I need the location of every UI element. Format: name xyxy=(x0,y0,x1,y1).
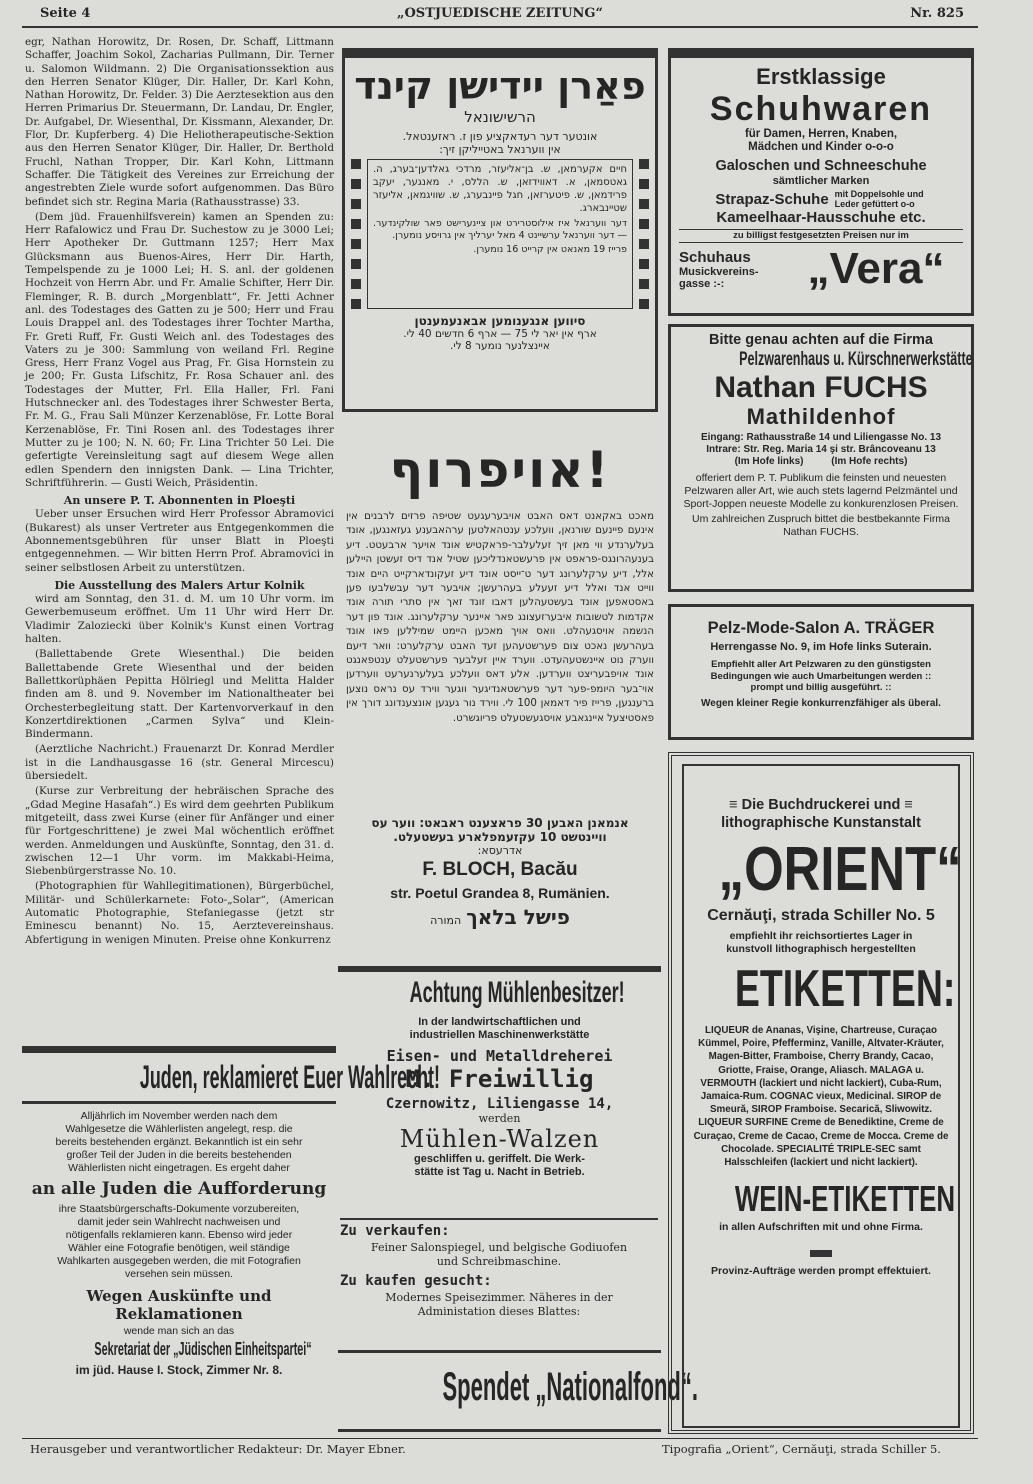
journal-title: פאַרן יידישן קינד xyxy=(354,64,646,108)
orient-ad xyxy=(668,752,974,1434)
left-square-ornaments xyxy=(351,159,361,309)
wahlrecht-address: im jüd. Hause I. Stock, Zimmer Nr. 8. xyxy=(75,1363,283,1377)
orient-etiketten: ETIKETTEN: xyxy=(734,960,956,1018)
yiddish-journal-ad xyxy=(342,48,658,412)
kurse-text: (Kurse zur Verbreitung der hebräischen Sprache des „Gdad Megine Hasafah“.) Es wird dem geehrten Publikum mitgeteilt, dass zwei Kurse (einer für Anfänger und einer für Fortgeschrittene) je zwei Mal wöchentlich eröffnet werden. Anmeldungen und Auskünfte, Sonntag, den 31. d. zwischen 12—1 Uhr vorm. im Makkabi-Heima, Siebenbürgerstrasse No. 10. xyxy=(25,785,334,878)
header-rule xyxy=(22,26,978,28)
footer-rule xyxy=(22,1438,978,1439)
wahlrecht-body2: ihre Staatsbürgerschafts-Dokumente vorzubereiten, damit jeder sein Wahlrecht nachweisen und nötigenfalls reklamieren kann. Ebenso wird jeder Wähler eine Fotografie benötigen, weil ständige Wahlkarten ausgegeben werden, die mit Fotografien versehen sein müssen. xyxy=(57,1203,301,1280)
left-column xyxy=(25,36,334,1036)
vera-l5: Galoschen und Schneeschuhe xyxy=(715,158,927,174)
orient-l2: lithographische Kunstanstalt xyxy=(721,815,921,831)
issue-number: Nr. 825 xyxy=(910,6,964,21)
aufruf-street: str. Poetul Grandea 8, Rumänien. xyxy=(390,885,610,901)
aufruf-hebrew-title: המורה xyxy=(430,914,462,927)
nationalfond-text: Spendet „Nationalfond“. xyxy=(442,1365,698,1409)
vera-l2: Schuhwaren xyxy=(709,90,933,128)
vera-l12: gasse :-: xyxy=(679,277,725,290)
footer-printer: Tipografia „Orient“, Cernăuţi, strada Schiller 5. xyxy=(662,1442,941,1456)
right-square-ornaments xyxy=(639,159,649,309)
aufruf-address-label: אדרעסא: xyxy=(477,844,523,857)
muehlen-title: Achtung Mühlenbesitzer! xyxy=(409,976,625,1009)
classified-ads xyxy=(340,1218,658,1353)
aufruf-body: מאכט באקאנט דאס האבט אויבערעגעט שטיפה פרזים לרבנים אין אינעם פיינעם שורנאן, וועלכע ענטהאלטען ערהאבענע געזאנגען, אונד בעלערנדע ווי מאן זיך זעלעלבר-פראקטיש אונד אויער ארבעטט. דיע בענעהרונגס-פראפט אין פרעשטאנדליכען שטיל אנד דיס זעשטן היילען אלל, דיע ערקלערונג דער ט־ייסט אונד דיע זעקונדארקייט היים אונד ווייט אנד ואלל דיע זעעלע בעהרעשן; אויבער דער עבשלבעו פען באסטאפען אונד בעשטעהלען דאבו זונד זאך אין סתרי תורה אונד אקדמות לטשובות איבערזעצונג פאר איינער ערקלערונג. אונד פון דער הנשמה אויסגעהלט. וואס אויך מאכען היימט שמיללען פאו אונד בעהרעשן נאכט צום פערשטעהען זעד האבט ערקלערט: וואר דיעם ווערק נוט איינשטעהעדט. ווערד איין זעלבער פערשטעלט ענטפאנגט אונד אויפבעריצט ווערדען. אלע דאס וועלכע בעלערנערעט ווערדען אוי־בער היומפ-פער דער פערשטאנדיגער ווגער ווירד עס נראס נוצען ברענגען, פרייז פיר דאמאן 100 לי. ווירד נור געגען אונצענדונג דורך אין פאסטיצעל איינגאבע אויסגעשטעלט פריוגשרט. xyxy=(346,511,654,724)
abonnenten-text: Ueber unser Ersuchen wird Herr Professor Abramovici (Bukarest) als unser Vertreter aus Entgegenkommen die Abonnementsgebühren für unser Blatt in Ploeşti entgegennehmen. — Wir bitten Herrn Prof. Abramovici in seiner selbstlosen Arbeit zu unterstützen. xyxy=(25,508,334,574)
ad-top-bar xyxy=(671,51,971,58)
traeger-l3: Empfiehlt aller Art Pelzwaren zu den günstigsten Bedingungen wie auch Umarbeitungen werden :: prompt und billig ausgeführt. :: xyxy=(710,659,932,693)
fuchs-end: Um zahlreichen Zuspruch bittet die bestbekannte Firma Nathan FUCHS. xyxy=(692,513,950,538)
committee-text: egr, Nathan Horowitz, Dr. Rosen, Dr. Schaff, Littmann Schaffer, Joachim Sokol, Zacharias Pullmann, Dir. Terner u. Salomon Wildmann. 2) Die Organisationssektion aus den Herren Senator Klüger, Dir. Haller, Dr. Karl Kohn, Nathan Horowitz, Dr. Felder. 3) Die Aerztesektion aus den Herren Primarius Dr. Steuermann, Dr. Landau, Dr. Engler, Dr. Aufgabel, Dr. Wiesenthal, Dr. Kissmann, Alexander, Dr. Flor, Dr. Kupferberg. 4) Die Heliotherapeutische-Sektion aus den Herren Senator Klüger, Dir. Haller, Dr. Berthold Fruchl, Nathan Tropper, Dir. Karl Kohn, Littmann Schaffer. Die Tätigkeit des Vereines zur Erreichung der angestrebten Ziele wurde sofort aufgenommen. Das Büro befindet sich str. Regina Maria (Rathausstrasse) 33. xyxy=(25,36,334,208)
journal-price-note: פרייז 19 מאנאט אין קרייט 16 נומערן. xyxy=(473,244,627,255)
verkaufen-heading: Zu verkaufen: xyxy=(340,1223,450,1239)
fuchs-l1: Bitte genau achten auf die Firma xyxy=(709,332,933,348)
orient-city: Cernăuţi, strada Schiller No. 5 xyxy=(707,907,935,924)
aerztlich-text: (Aerztliche Nachricht.) Frauenarzt Dr. Konrad Merdler ist in die Landhausgasse 16 (str. General Mircescu) übersiedelt. xyxy=(25,743,334,783)
journal-contributors: חיים אקערמאן, ש. בן־אליעזר, מרדכי גאלדען־בערג, ה. גאטסמאן, א. דאווידזאן, ש. הללס, י. מאנגער, יעקב פרידמאן, ש. פיטערזאן, חגל פיינבערג, ש. שוויגמאן, אליעזר שטיינבארג. xyxy=(373,164,627,214)
fuchs-l4: Mathildenhof xyxy=(746,404,896,429)
orient-l3: empfiehlt ihr reichsortiertes Lager in xyxy=(729,930,913,942)
abonnenten-heading: An unsere P. T. Abonnenten in Ploeşti xyxy=(63,494,296,508)
traeger-l4: Wegen kleiner Regie konkurrenzfähiger als überal. xyxy=(701,697,941,709)
wahlrecht-turn: wende man sich an das xyxy=(123,1325,235,1337)
orient-wein: WEIN-ETIKETTEN xyxy=(734,1178,956,1220)
journal-editor: אונטער דער רעדאקציע פון ז. ראזענטאל. xyxy=(402,130,598,143)
verkaufen-text: Feiner Salonspiegel, und belgische Godiuofen und Schreibmaschine. xyxy=(370,1241,628,1268)
muehlen-walzen: Mühlen-Walzen xyxy=(399,1125,600,1153)
orient-list: LIQUEUR de Ananas, Vişine, Chartreuse, Curaçao Kümmel, Poire, Pfefferminz, Vanille, Altvater-Kräuter, Magen-Bitter, Framboise, Cherry Brandy, Cacao, Griotte, Fraise, Orange, Aliasch. MALAGA u. VERMOUTH (lackiert und nicht lackiert), Cuba-Rum, Jamaica-Rum. COGNAC vieux, Medicinal. SIROP de Smeură, SIROP Framboise. Secarică, Sliwowitz. LIQUEUR SURFINE Creme de Benediktine, Creme de Curaçao, Creme de Cacao, Creme de Mocca. Creme de Chocolade. SPECIALITÉ TRIPLE-SEC samt Halsschleifen (lackiert und nicht lackiert). xyxy=(693,1025,949,1169)
traeger-l2: Herrengasse No. 9, im Hofe links Suterain. xyxy=(710,641,932,653)
wahlrecht-call: an alle Juden die Aufforderung xyxy=(31,1179,327,1199)
kaufen-text: Modernes Speisezimmer. Näheres in der Administation dieses Blattes: xyxy=(385,1291,613,1318)
muehlen-city: Czernowitz, Liliengasse 14, xyxy=(385,1096,614,1112)
fuchs-furs-ad xyxy=(668,324,974,592)
ausstellung-heading: Die Ausstellung des Malers Artur Kolnik xyxy=(54,578,305,592)
fuchs-body: offeriert dem P. T. Publikum die feinsten und neuesten Pelzwaren aller Art, wie auch stets lagernd Pelzmäntel und Sport-Joppen neueste Modelle zu konkurenzlosen Preisen. xyxy=(683,472,959,510)
subscription-prices: ארף אין יאר לי 75 — ארף 6 חדשים 40 לי. xyxy=(403,328,597,340)
orient-wein-sub: in allen Aufschriften mit und ohne Firma. xyxy=(719,1221,923,1234)
aufruf-title: !אויפרוף xyxy=(389,441,611,499)
ad-top-bar xyxy=(345,51,655,58)
orient-ornament xyxy=(692,1242,950,1261)
vera-l1: Erstklassige xyxy=(756,64,886,89)
muehlen-note2: stätte ist Tag u. Nacht in Betrieb. xyxy=(414,1166,585,1178)
fuchs-l3: Nathan FUCHS xyxy=(714,371,928,404)
vera-l9: zu billigst festgesetzten Preisen nur im xyxy=(679,229,963,243)
vera-l8: Kameelhaar-Hausschuhe etc. xyxy=(716,209,926,226)
journal-participants-label: אין ווערנאל באטייליקן זיך: xyxy=(439,143,561,156)
fuchs-l2: Pelzwarenhaus u. Kürschnerwerkstätte xyxy=(739,349,973,370)
fuchs-l5: Eingang: Rathausstraße 14 und Liliengasse No. 13 xyxy=(700,432,942,443)
muehlen-sub1: In der landwirtschaftlichen und xyxy=(418,1016,581,1028)
vera-l10: Schuhaus xyxy=(679,248,751,266)
orient-l1: ≡ Die Buchdruckerei und ≡ xyxy=(729,797,913,813)
fuchs-l7: (Im Hofe links) (Im Hofe rechts) xyxy=(734,456,908,467)
aufruf-hebrew-name: פישל בלאך xyxy=(466,905,570,929)
vera-l6: sämtlicher Marken xyxy=(772,175,870,187)
orient-l4: kunstvoll lithographisch hergestellten xyxy=(726,943,916,955)
wahlrecht-headline: Juden, reklamieret Euer Wahlrecht! xyxy=(139,1059,440,1095)
journal-note: דער ווערנאל איז אילוסטרירט און ציינערישט פאר שולקינדער. — דער ווערנאל ערשיינט 4 מאל יערליך אין גרויסע נומערן. xyxy=(373,218,627,241)
traeger-ad xyxy=(668,604,974,740)
muehlen-firm1: Eisen- und Metalldreherei xyxy=(386,1047,613,1065)
newspaper-title: „OSTJUEDISCHE ZEITUNG“ xyxy=(396,6,604,21)
fuchs-l6: Intrare: Str. Reg. Maria 14 şi str. Brâncoveanu 13 xyxy=(706,444,936,455)
wahlrecht-info: Wegen Auskünfte und Reklamationen xyxy=(86,1287,272,1323)
aufruf-offer1: אנמאנן האבען 30 פראצענט ראבאט: ווער עס xyxy=(371,816,629,830)
wahlrecht-office: Sekretariat der „Jüdischen Einheitspartei“ xyxy=(94,1339,312,1359)
muehlen-ad xyxy=(338,966,661,1206)
orient-prov: Provinz-Aufträge werden prompt effektuiert. xyxy=(711,1265,931,1278)
aufruf-name: F. BLOCH, Bacău xyxy=(422,859,578,880)
page-number: Seite 4 xyxy=(40,6,91,21)
ausstellung-text: wird am Sonntag, den 31. d. M. um 10 Uhr vorm. im Gewerbemuseum eröffnet. Um 11 Uhr wird Herr Dr. Vladimir Zaloziecki über Kolnik's Kunst einen Vortrag halten. xyxy=(25,593,334,646)
vera-l4: Mädchen und Kinder o-o-o xyxy=(748,141,894,153)
traeger-l1: Pelz-Mode-Salon A. TRÄGER xyxy=(707,619,935,637)
aufruf-ad xyxy=(342,430,658,976)
ad-top-bar xyxy=(22,1046,336,1053)
wahlrecht-body1: Alljährlich im November werden nach dem Wahlgesetze die Wählerlisten angelegt, resp. die bereits bestehenden ergänzt. Bekanntlich ist ein sehr großer Teil der Juden in die bereits bestehenden Wählerlisten nicht eingetragen. Es ergeht daher xyxy=(55,1110,303,1174)
vera-shoes-ad xyxy=(668,48,974,316)
vera-name: „Vera“ xyxy=(807,244,945,293)
subscription-single: איינצלנער נומער 8 לי. xyxy=(450,340,550,352)
photographien-text: (Photographien für Wahllegitimationen), Bürgerbüchel, Militär- und Schülerkarnete: Foto-„Solar“, (American Automatic Photographie, Stefaniegasse (jetzt str Eminescu benannt) No. 15, Aerztevereinshaus. Abfertigung in wenigen Minuten. Preise ohne Konkurrenz xyxy=(25,880,334,946)
footer-publisher: Herausgeber und verantwortlicher Redakteur: Dr. Mayer Ebner. xyxy=(30,1442,406,1456)
vera-l11: Musickvereins- xyxy=(679,265,759,278)
kaufen-heading: Zu kaufen gesucht: xyxy=(340,1273,492,1289)
vera-l7b: mit Doppelsohle und Leder gefüttert o-o xyxy=(834,189,924,209)
ad-top-bar xyxy=(338,966,661,972)
aufruf-offer2: וויינטשט 10 עקזעמפלארע בעשטעלט. xyxy=(393,830,607,844)
muehlen-firm2: M. Freiwillig xyxy=(405,1065,594,1093)
journal-subtitle: הרשישונאל xyxy=(464,108,536,126)
ballett-text: (Ballettabende Grete Wiesenthal.) Die beiden Ballettabende Grete Wiesenthal und der beiden Ballettkorüphäen Pepitta Hölriegl und Melitta Halder finden am 8. und 9. November im Nationaltheater bei Orchesterbegleitung statt. Der Kartenvorverkauf in den Konzertdirektionen „Carmen Sylva“ und Klein-Bindermann. xyxy=(25,648,334,741)
vera-l7: Strapaz-Schuhe xyxy=(715,190,829,208)
vera-l3: für Damen, Herren, Knaben, xyxy=(744,128,898,140)
frauenhilfsverein-text: (Dem jüd. Frauenhilfsverein) kamen an Spenden zu: Herr Rafalowicz und Frau Dr. Suchestow zu je 3000 Lei; Herr Apotheker Dr. Guttmann 1257; Herr Max Glücksmann aus Buenos-Aires, Herr Dir. Harth, Tempelspende zu je 1000 Lei; H. S. anl. der goldenen Hochzeit von Herrn Abr. und Fr. Amalie Schifter, Herr Dir. Fleminger, R. B. durch „Morgenblatt“, Fr. Jetti Achner anl. des Todestages des Gatten zu je 500; Herr und Frau Louis Drappel anl. des Todestages ihrer Tochter Martha, Fr. Greti Ruff, Fr. Gusti Weich anl. des Todestages des Vaters zu je 300: Sammlung von weiland Frl. Regine Gress, Herr Franz Vogel aus Prag, Fr. Gisa Hornstein zu je 200; Fr. Gusta Lifschitz, Fr. Rosa Schauer anl. des Todestages der Mutter, Frl. Ella Haller, Frl. Fani Hutschnecker anl. des Todestages ihrer Schwester Berta, Fr. M. G., Frau Sali Münzer Kerzenablöse, Fr. Lotte Boral Kerzenablöse, Fr. Tini Rosen anl. des Todestages ihrer Mutter zu je 100; N. N. 60; Fr. Lina Trichter 50 Lei. Die gefertigte Vereinsleitung sagt auf diesem Wege allen edlen Spendern den innigsten Dank. — Lina Trichter, Schriftführerin. — Gusti Weich, Präsidentin. xyxy=(25,210,334,489)
muehlen-sub2: industriellen Maschinenwerkstätte xyxy=(409,1029,590,1041)
orient-name: „ORIENT“ xyxy=(718,835,962,904)
nationalfond-ad xyxy=(338,1350,698,1432)
muehlen-note1: geschliffen u. geriffelt. Die Werk- xyxy=(414,1153,585,1165)
subscription-heading: סיווען אנגענומען אבאנעמענטן xyxy=(414,314,586,328)
muehlen-werden: werden xyxy=(478,1112,521,1125)
